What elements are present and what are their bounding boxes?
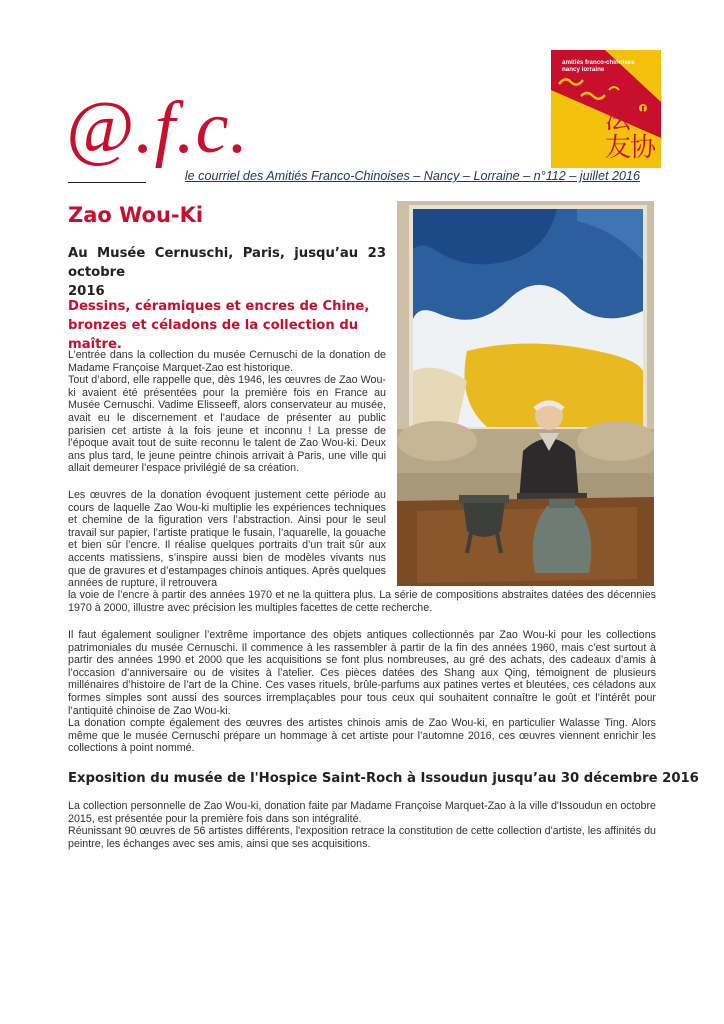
afc-logo	[551, 50, 661, 168]
paragraph-4a: La collection personnelle de Zao Wou-ki, donation faite par Madame Françoise Marquet-Zao à la ville d'Issoudun en octobre 2015, est présentée pour la première fois dans son intégralité.	[68, 800, 656, 825]
logo-line-1: amitiés franco-chinoises	[562, 59, 635, 66]
subtitle-heading-2: Exposition du musée de l'Hospice Saint-Roch à Issoudun jusqu’au 30 décembre 2016	[68, 771, 699, 786]
masthead-rule	[68, 182, 146, 183]
logo-chinese-bottom: 友协	[604, 133, 655, 163]
subtitle-heading-1: Dessins, céramiques et encres de Chine, bronzes et céladons de la collection du maître.	[68, 299, 370, 352]
logo-line-2: nancy lorraine	[562, 66, 605, 73]
venue-heading-line-2: 2016	[68, 284, 105, 299]
paragraph-3	[68, 629, 656, 755]
logo-chinese	[595, 106, 655, 162]
paragraph-3a: Il faut également souligner l’extrême importance des objets antiques collectionnés par Zao Wou-ki pour les collections patrimoniales du musée Cernuschi. Il commence à les rassembler à partir de la fin des années 1960, mais c’est surtout à partir des années 1990 et 2000 que les acquisitions se font plus nombreuses, au gré des achats, des cadeaux d’amis à l’occasion d’anniversaire ou de visites à l’atelier. Ces pièces datées des Shang aux Qing, témoignent de plusieurs millénaires d’histoire de l’art de la Chine. Ces vases rituels, brûle-parfums aux patines vertes et bleutées, ces céladons aux formes simples sont aussi des sources irremplaçables pour tous ceux qui souhaitent connaître le goût et l’intérêt pour l’antiquité chinoise de Zao Wou-ki.	[68, 629, 656, 717]
paragraph-1b: Tout d’abord, elle rappelle que, dès 1946, les œuvres de Zao Wou-ki avaient été présentées pour la première fois en France au Musée Cernuschi. Vadime Elisseeff, alors conservateur au musée, avait eu le discernement et l’audace de présenter au public parisien cet artiste à la fois jeune et inconnu ! La presse de l’époque avait tout de suite reconnu le talent de Zao Wou-ki. Deux ans plus tard, le jeune peintre chinois arrivait à Paris, une ville qui allait demeurer l’espace privilégié de sa création.	[68, 374, 386, 475]
masthead-subtitle: le courriel des Amitiés Franco-Chinoises – Nancy – Lorraine – n°112 – juillet 2016	[184, 169, 640, 183]
artist-photo	[397, 201, 654, 586]
paragraph-4b: Réunissant 90 œuvres de 56 artistes différents, l'exposition retrace la constitution de cette collection d'artiste, les affinités du peintre, les échanges avec ses amis, ainsi que ses acquisitions.	[68, 825, 656, 850]
paragraph-3b: La donation compte également des œuvres des artistes chinois amis de Zao Wou-ki, en particulier Walasse Ting. Alors même que le musée Cernuschi prépare un hommage à cet artiste pour l’automne 2016, ces œuvres viennent enrichir les collections à point nommé.	[68, 717, 656, 755]
photo-illustration	[397, 201, 654, 586]
article-title: Zao Wou-Ki	[68, 203, 204, 227]
paragraph-1	[68, 349, 386, 475]
paragraph-2: Les œuvres de la donation évoquent justement cette période au cours de laquelle Zao Wou-ki multiplie les expériences techniques et chemine de la figuration vers l’abstraction. Ainsi pour le seul travail sur papier, l’artiste pratique le fusain, l’aquarelle, la gouache et bien sûr l’encre. Il réalise quelques portraits d’un trait sûr aux accents matissiens, s’inspire aussi bien de modèles vivants nus que de gravures et d’estampages chinois antiques. Après quelques années de rupture, il retrouvera	[68, 489, 386, 590]
venue-heading-1	[68, 244, 386, 301]
venue-heading-line-1: Au Musée Cernuschi, Paris, jusqu’au 23 octobre	[68, 246, 386, 280]
logo-chinese-top: 法中	[604, 105, 655, 135]
paragraph-1a: L’entrée dans la collection du musée Cernuschi de la donation de Madame Françoise Marquet-Zao est historique.	[68, 349, 386, 374]
masthead-title: @.f.c.	[66, 87, 249, 169]
paragraph-2-continued: la voie de l’encre à partir des années 1970 et ne la quittera plus. La série de compositions abstraites datées des décennies 1970 à 2000, illustre avec précision les multiples facettes de cette recherche.	[68, 589, 656, 614]
paragraph-4	[68, 800, 656, 850]
